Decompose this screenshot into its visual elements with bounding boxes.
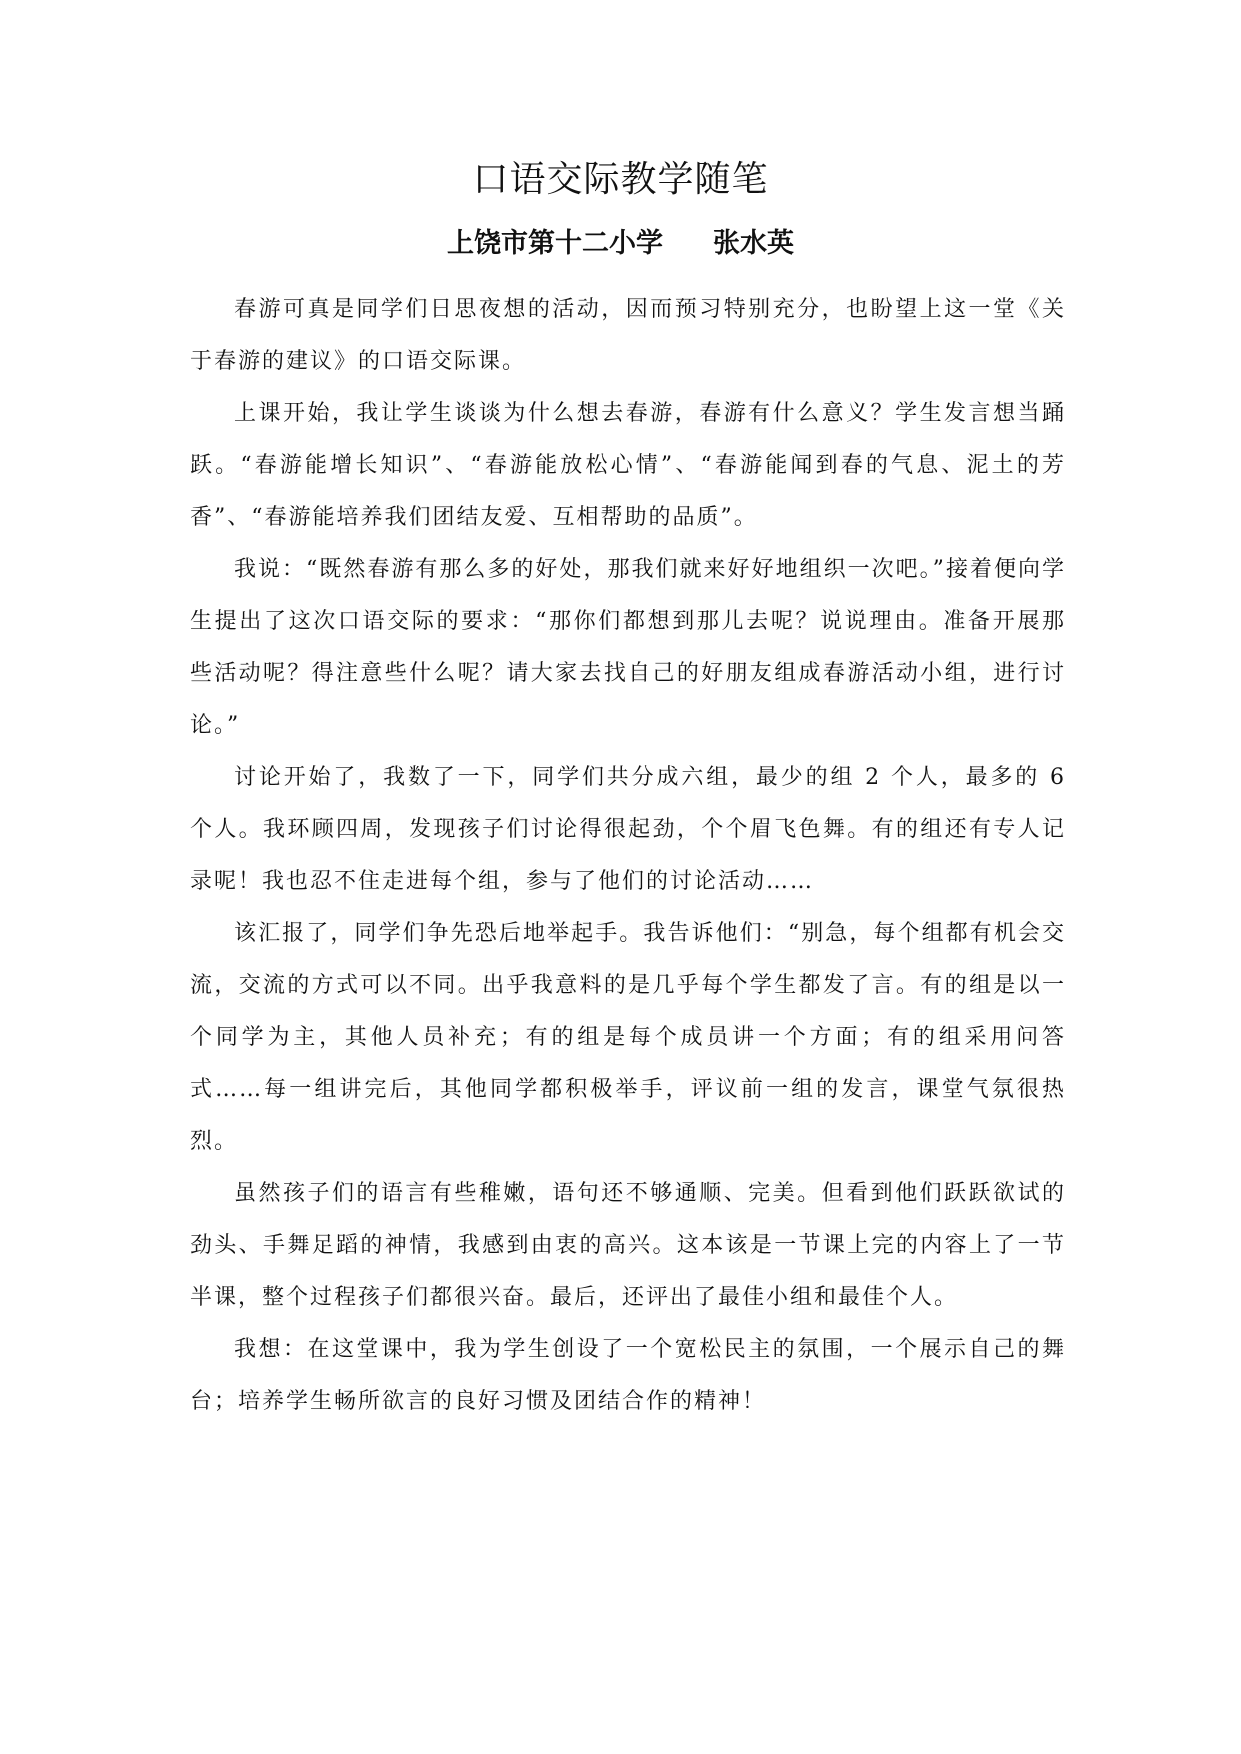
paragraph-7: 我想：在这堂课中，我为学生创设了一个宽松民主的氛围，一个展示自己的舞台；培养学生畅所欲言的良好习惯及团结合作的精神！: [190, 1337, 1066, 1414]
document-body: [190, 284, 1066, 1428]
author-line: [0, 226, 1241, 262]
school-name: 上饶市第十二小学: [447, 228, 663, 259]
paragraph-6: 虽然孩子们的语言有些稚嫩，语句还不够通顺、完美。但看到他们跃跃欲试的劲头、手舞足蹈的神情，我感到由衷的高兴。这本该是一节课上完的内容上了一节半课，整个过程孩子们都很兴奋。最后，还评出了最佳小组和最佳个人。: [190, 1181, 1066, 1310]
paragraph-3: 我说：“既然春游有那么多的好处，那我们就来好好地组织一次吧。”接着便向学生提出了这次口语交际的要求：“那你们都想到那儿去呢？说说理由。准备开展那些活动呢？得注意些什么呢？请大家去找自己的好朋友组成春游活动小组，进行讨论。”: [190, 557, 1066, 738]
document-title: 口语交际教学随笔: [472, 159, 769, 200]
paragraph-2: 上课开始，我让学生谈谈为什么想去春游，春游有什么意义？学生发言想当踊跃。“春游能增长知识”、“春游能放松心情”、“春游能闻到春的气息、泥土的芳香”、“春游能培养我们团结友爱、互相帮助的品质”。: [190, 401, 1066, 530]
author-name: 张水英: [713, 228, 794, 259]
paragraph-5: 该汇报了，同学们争先恐后地举起手。我告诉他们：“别急，每个组都有机会交流，交流的方式可以不同。出乎我意料的是几乎每个学生都发了言。有的组是以一个同学为主，其他人员补充；有的组是每个成员讲一个方面；有的组采用问答式……每一组讲完后，其他同学都积极举手，评议前一组的发言，课堂气氛很热烈。: [190, 921, 1066, 1154]
paragraph-1: 春游可真是同学们日思夜想的活动，因而预习特别充分，也盼望上这一堂《关于春游的建议》的口语交际课。: [190, 297, 1066, 374]
paragraph-4: 讨论开始了，我数了一下，同学们共分成六组，最少的组 2 个人，最多的 6 个人。我环顾四周，发现孩子们讨论得很起劲，个个眉飞色舞。有的组还有专人记录呢！我也忍不住走进每个组，参与了他们的讨论活动……: [190, 765, 1066, 894]
